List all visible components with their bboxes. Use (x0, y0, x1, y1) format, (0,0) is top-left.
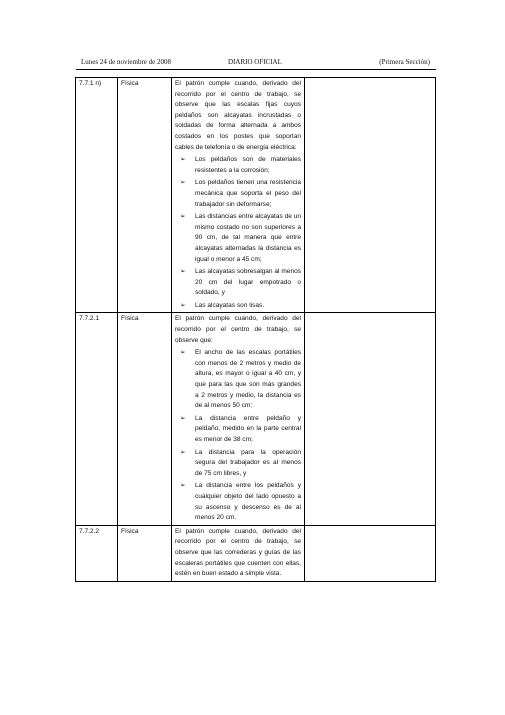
header-rule (76, 69, 436, 70)
arrow-bullet-icon: ➢ (180, 301, 186, 309)
arrow-bullet-icon: ➢ (180, 349, 186, 357)
cell-type: Física (118, 525, 172, 581)
criteria-item (175, 448, 301, 480)
criteria-list (175, 348, 301, 524)
criteria-item-text: La distancia para la operación segura del trabajador es al menos de 75 cm libres, y (195, 448, 301, 477)
cell-criteria (172, 313, 305, 525)
criteria-list (175, 155, 301, 311)
arrow-bullet-icon: ➢ (180, 213, 186, 221)
cell-criteria (172, 78, 305, 313)
criteria-item-text: Las distancias entre alcayatas de un mismo costado no son superiores a 90 cm, de tal manera que entre alcayatas alternadas la distancia es igual o menor a 45 cm; (195, 213, 301, 263)
criteria-item (175, 348, 301, 412)
criteria-item-text: El ancho de las escalas portátiles con menos de 2 metros y medio de altura, es mayor o igual a 40 cm, y que para las que son más grandes a 2 metros y medio, la distancia es de al menos 50 cm; (195, 349, 301, 410)
arrow-bullet-icon: ➢ (180, 179, 186, 187)
table-row (76, 78, 436, 313)
criteria-item (175, 178, 301, 210)
criteria-item-text: Las alcayatas sobresalgan al menos 20 cm del lugar empotrado o soldado, y (195, 268, 301, 297)
header-date: Lunes 24 de noviembre de 2008 (81, 58, 172, 66)
table-row (76, 525, 436, 581)
criteria-item-text: Los peldaños tienen una resistencia mecánica que soporta el peso del trabajador sin deformarse; (195, 179, 301, 208)
criteria-item-text: Las alcayatas son lisas. (195, 301, 265, 309)
criteria-item (175, 212, 301, 265)
criteria-item-text: Los peldaños son de materiales resistentes a la corrosión; (195, 156, 301, 174)
criteria-item-text: La distancia entre peldaño y peldaño, medido en la parte central es menor de 38 cm; (195, 414, 301, 443)
arrow-bullet-icon: ➢ (180, 156, 186, 164)
cell-number: 7.7.1 n) (76, 78, 118, 313)
criteria-item-text: La distancia entre los peldaños y cualquier objeto del lado opuesto a su ascenso y descenso es de al menos 20 cm. (195, 482, 301, 522)
criteria-item (175, 301, 301, 312)
arrow-bullet-icon: ➢ (180, 482, 186, 490)
cell-criteria (172, 525, 305, 581)
header-section: (Primera Sección) (379, 58, 430, 66)
criteria-item (175, 414, 301, 446)
table-body (76, 78, 436, 582)
verification-table (75, 77, 436, 582)
table-row (76, 313, 436, 525)
header-publication: DIARIO OFICIAL (228, 58, 282, 66)
criteria-item (175, 267, 301, 299)
cell-observations (305, 525, 436, 581)
page-header (76, 56, 436, 68)
criteria-intro: El patrón cumple cuando, derivado del recorrido por el centro de trabajo, se observe que las escalas fijas cuyos peldaños son alcayatas incrustadas o soldadas de forma alternada a ambos costados en los postes que soportan cables de telefonía o de energía eléctrica: (175, 80, 301, 151)
arrow-bullet-icon: ➢ (180, 448, 186, 456)
arrow-bullet-icon: ➢ (180, 268, 186, 276)
cell-observations (305, 78, 436, 313)
cell-number: 7.7.2.1 (76, 313, 118, 525)
cell-observations (305, 313, 436, 525)
criteria-intro: El patrón cumple cuando, derivado del recorrido por el centro de trabajo, se observe que: (175, 315, 301, 344)
criteria-item (175, 155, 301, 176)
cell-number: 7.7.2.2 (76, 525, 118, 581)
arrow-bullet-icon: ➢ (180, 414, 186, 422)
criteria-intro: El patrón cumple cuando, derivado del recorrido por el centro de trabajo, se observe que las correderas y guías de las escaleras portátiles que cuenten con ellas, estén en buen estado a simple vista. (175, 527, 301, 578)
cell-type: Física (118, 78, 172, 313)
criteria-item (175, 481, 301, 523)
cell-type: Física (118, 313, 172, 525)
